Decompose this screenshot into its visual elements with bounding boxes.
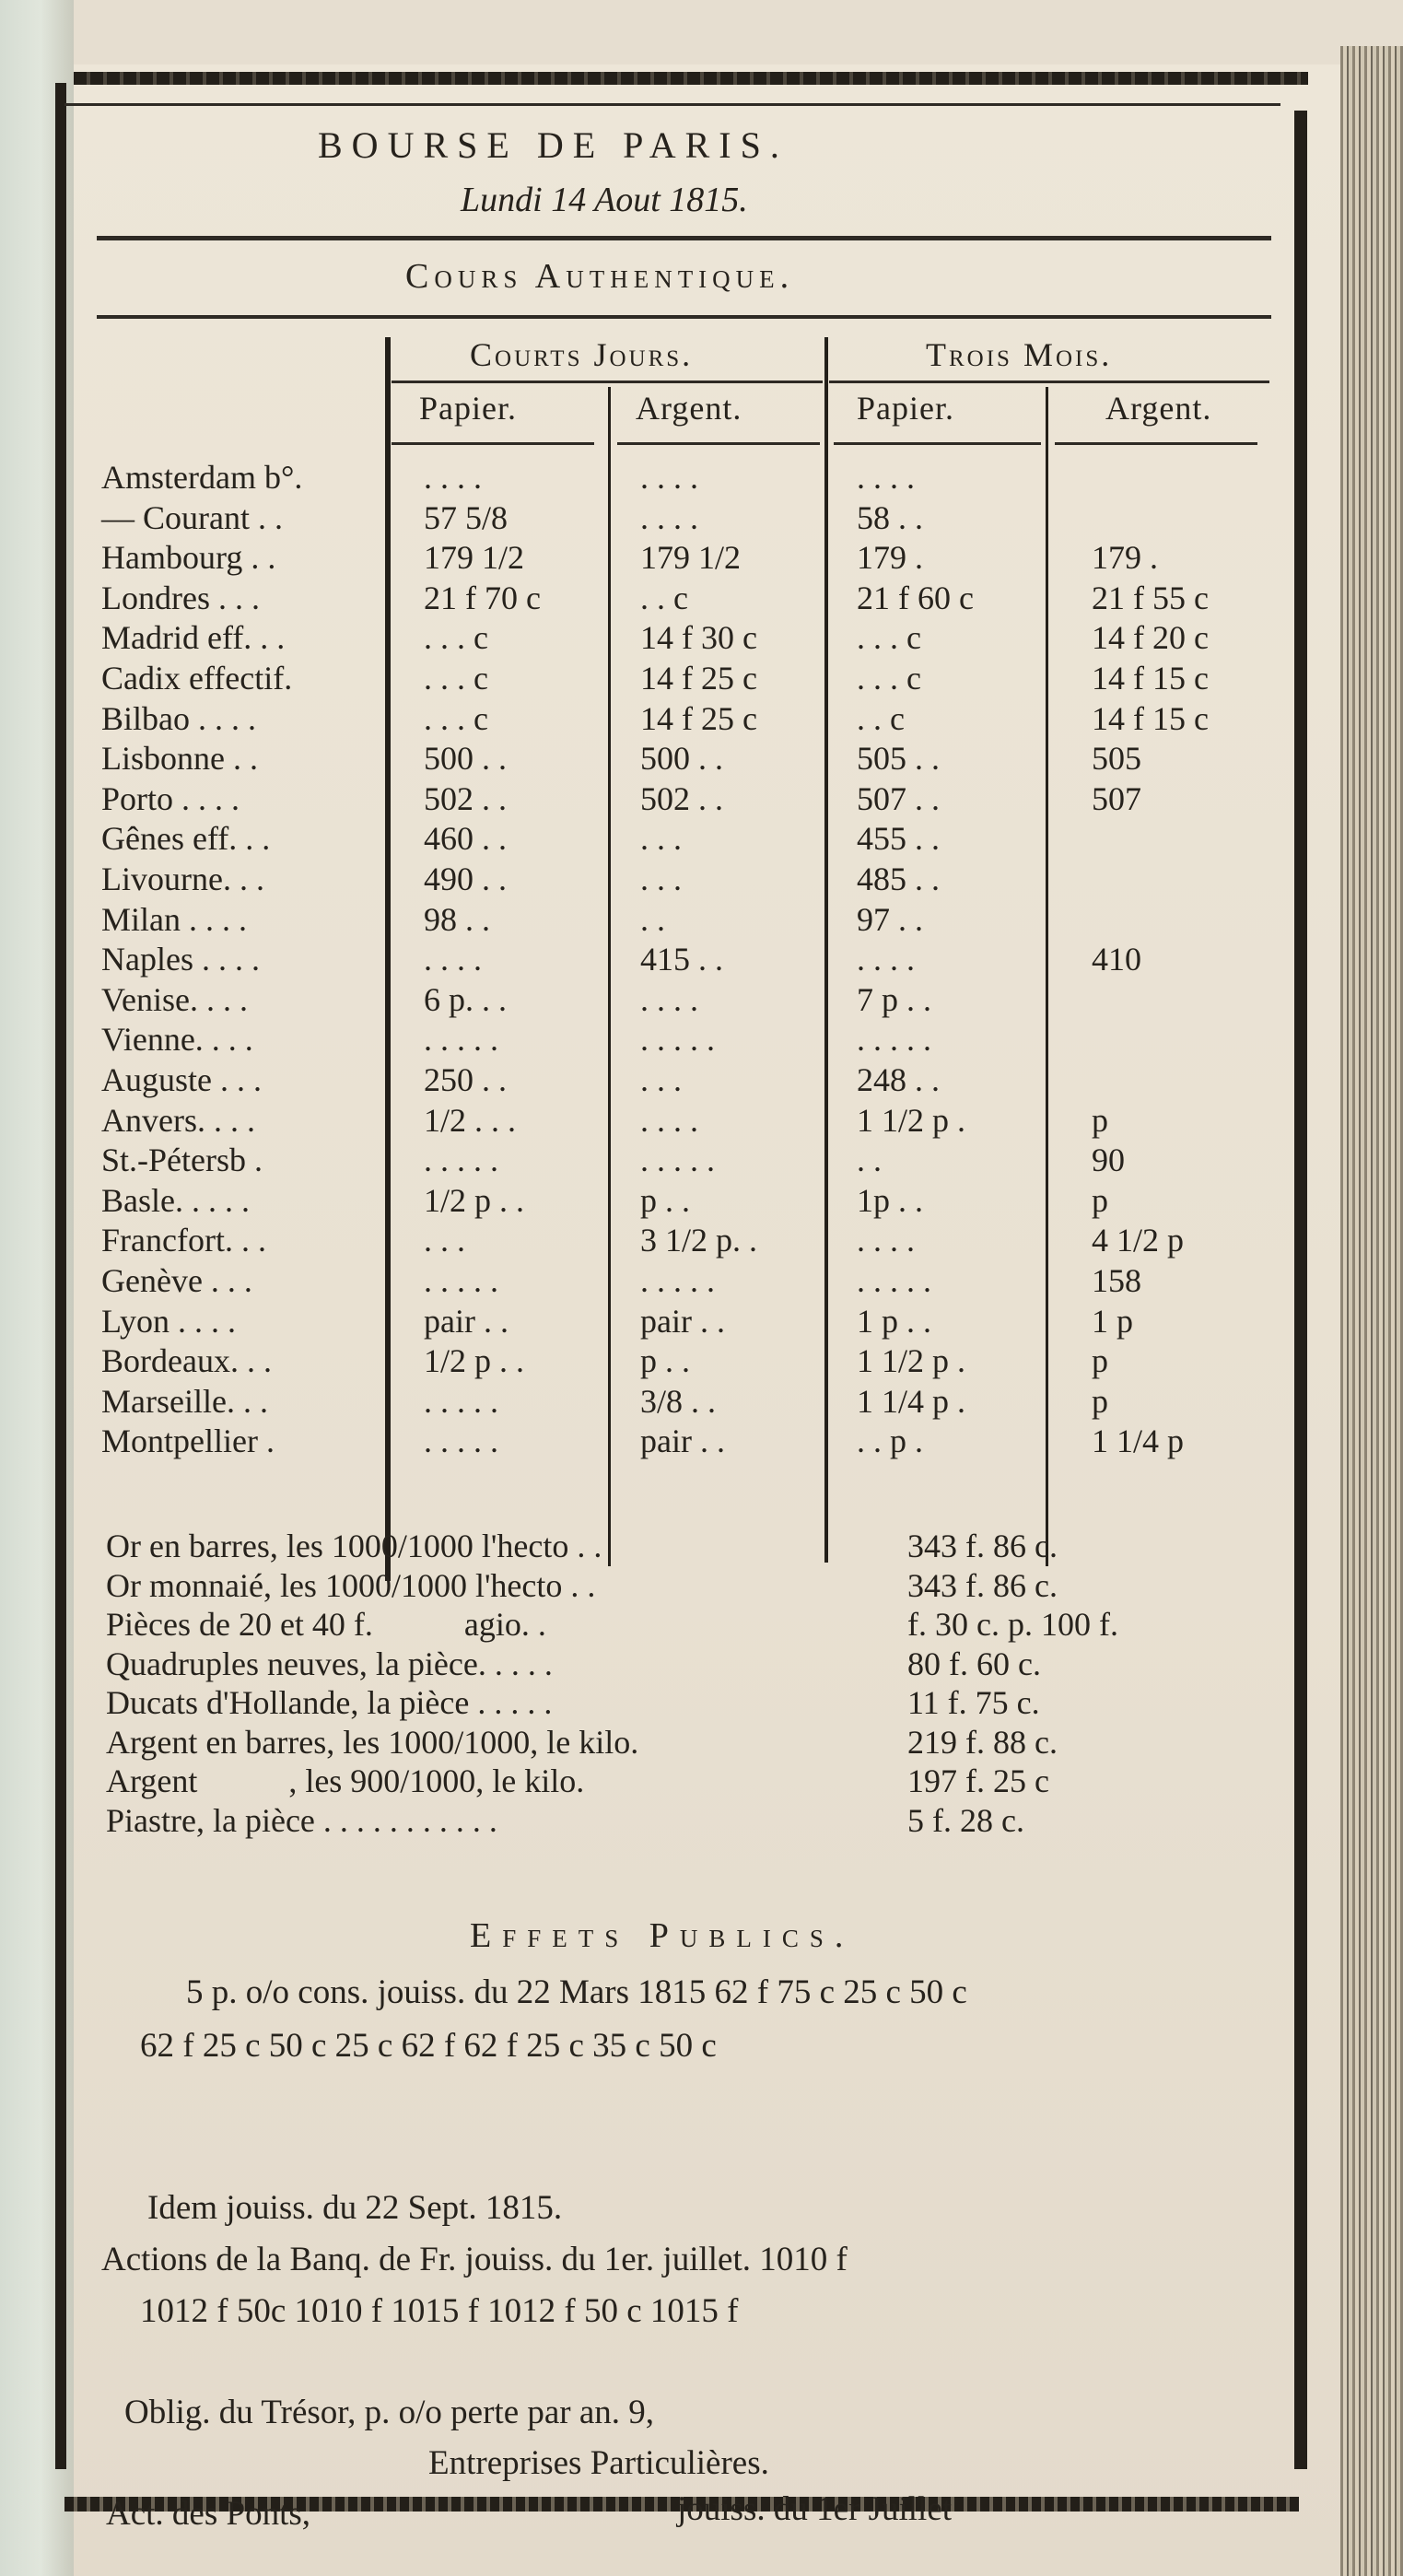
cj-argent-value: 14 f 30 c: [640, 619, 757, 657]
cj-argent-value: . .: [640, 900, 665, 938]
metal-label: Ducats d'Hollande, la pièce . . . . .: [106, 1684, 553, 1721]
effets-line-1: 5 p. o/o cons. jouiss. du 22 Mars 1815 62 f 75 c 25 c 50 c: [186, 1973, 967, 2011]
cj-papier-value: 98 . .: [424, 900, 490, 938]
place-name: Amsterdam b°.: [101, 459, 303, 496]
cj-argent-value: pair . .: [640, 1423, 725, 1460]
tm-papier-value: . . . .: [857, 941, 915, 978]
tm-papier-value: 507 . .: [857, 779, 940, 817]
cj-argent-value: . . .: [640, 1061, 682, 1098]
cj-papier-value: . . . .: [424, 941, 482, 978]
tm-argent-value: p: [1092, 1101, 1108, 1139]
place-name: Montpellier .: [101, 1423, 275, 1460]
table-divider-3: [824, 337, 828, 1563]
tm-argent-value: 90: [1092, 1142, 1125, 1179]
effets-line-3: Idem jouiss. du 22 Sept. 1815.: [147, 2189, 563, 2227]
cj-argent-value: p . .: [640, 1181, 690, 1219]
table-divider-1: [385, 337, 391, 1581]
cj-argent-value: 500 . .: [640, 740, 723, 778]
place-name: Lisbonne . .: [101, 740, 258, 778]
tm-papier-value: 505 . .: [857, 740, 940, 778]
tm-papier-value: . . . . .: [857, 1021, 931, 1059]
subheader-rule-1: [392, 442, 594, 445]
cj-papier-value: 490 . .: [424, 861, 507, 897]
tm-papier-value: . . . . .: [857, 1262, 931, 1299]
metal-value: 5 f. 28 c.: [907, 1801, 1024, 1839]
effets-line-7: Entreprises Particulières.: [428, 2444, 769, 2482]
cj-papier-value: . . . . .: [424, 1262, 498, 1299]
group-rule-2: [829, 381, 1269, 383]
cj-papier-value: 1/2 p . .: [424, 1181, 525, 1219]
cj-argent-value: . . . . .: [640, 1142, 715, 1179]
tm-argent-value: 507: [1092, 779, 1141, 817]
section-heading: Cours Authentique.: [405, 257, 795, 296]
tm-argent-value: 4 1/2 p: [1092, 1222, 1185, 1259]
cj-papier-value: . . . c: [424, 619, 488, 657]
right-border: [1294, 111, 1307, 2469]
cj-papier-value: pair . .: [424, 1302, 509, 1340]
tm-argent-value: 14 f 20 c: [1092, 619, 1209, 657]
tm-argent-value: 1 p: [1092, 1302, 1133, 1340]
metal-label: Pièces de 20 et 40 f. agio. .: [106, 1606, 546, 1643]
tm-papier-value: . . . c: [857, 660, 921, 697]
place-name: — Courant . .: [101, 498, 283, 536]
place-name: Porto . . . .: [101, 779, 240, 817]
header-rule-2: [97, 315, 1271, 319]
header-rule-1: [97, 236, 1271, 240]
column-group-trois-mois: Trois Mois.: [926, 336, 1113, 373]
cj-argent-value: p . .: [640, 1342, 690, 1380]
place-name: Basle. . . . .: [101, 1181, 250, 1219]
top-thin-rule: [64, 103, 1280, 106]
tm-argent-value: 14 f 15 c: [1092, 699, 1209, 737]
place-name: Naples . . . .: [101, 941, 260, 978]
cj-argent-value: . . . . .: [640, 1021, 715, 1059]
tm-papier-value: . . . c: [857, 619, 921, 657]
tm-argent-value: 158: [1092, 1262, 1141, 1299]
cj-papier-value: 57 5/8: [424, 498, 509, 536]
place-name: St.-Pétersb .: [101, 1142, 263, 1179]
tm-papier-value: 7 p . .: [857, 980, 931, 1018]
place-name: Lyon . . . .: [101, 1302, 237, 1340]
subheader-rule-3: [834, 442, 1041, 445]
metal-label: Argent en barres, les 1000/1000, le kilo.: [106, 1723, 639, 1761]
place-name: Anvers. . . .: [101, 1101, 255, 1139]
metal-label: Quadruples neuves, la pièce. . . . .: [106, 1645, 553, 1682]
tm-argent-value: p: [1092, 1181, 1108, 1219]
cj-papier-value: 1/2 p . .: [424, 1342, 525, 1380]
tm-argent-value: 1 1/4 p: [1092, 1423, 1185, 1460]
column-header-argent-2: Argent.: [1105, 390, 1212, 427]
page-date: Lundi 14 Aout 1815.: [461, 181, 748, 219]
cj-papier-value: . . .: [424, 1222, 465, 1259]
cj-argent-value: 14 f 25 c: [640, 699, 757, 737]
place-name: Auguste . . .: [101, 1061, 262, 1098]
page-stack-edge: [1340, 46, 1403, 2576]
cj-argent-value: . . .: [640, 820, 682, 858]
metal-label: Piastre, la pièce . . . . . . . . . . .: [106, 1801, 497, 1839]
place-name: Gênes eff. . .: [101, 820, 271, 858]
place-name: Bordeaux. . .: [101, 1342, 272, 1380]
cj-argent-value: . . . .: [640, 459, 698, 496]
tm-papier-value: 21 f 60 c: [857, 579, 974, 616]
cj-argent-value: . . . .: [640, 498, 698, 536]
cj-papier-value: . . . . .: [424, 1021, 498, 1059]
cj-argent-value: 14 f 25 c: [640, 660, 757, 697]
page-title: BOURSE DE PARIS.: [318, 124, 789, 166]
cj-papier-value: 250 . .: [424, 1061, 507, 1098]
place-name: Hambourg . .: [101, 539, 276, 577]
cj-argent-value: . . . .: [640, 980, 698, 1018]
tm-papier-value: 1 p . .: [857, 1302, 931, 1340]
column-group-courts-jours: Courts Jours.: [470, 336, 694, 373]
cj-argent-value: . . . . .: [640, 1262, 715, 1299]
effets-line-2: 62 f 25 c 50 c 25 c 62 f 62 f 25 c 35 c 50 c: [140, 2027, 717, 2065]
place-name: Londres . . .: [101, 579, 260, 616]
column-header-argent-1: Argent.: [636, 390, 742, 427]
place-name: Bilbao . . . .: [101, 699, 256, 737]
tm-argent-value: p: [1092, 1342, 1108, 1380]
cj-argent-value: 415 . .: [640, 941, 723, 978]
tm-argent-value: 14 f 15 c: [1092, 660, 1209, 697]
tm-papier-value: 58 . .: [857, 498, 923, 536]
cj-papier-value: . . . .: [424, 459, 482, 496]
place-name: Livourne. . .: [101, 861, 264, 897]
effets-line-4: Actions de la Banq. de Fr. jouiss. du 1er. juillet. 1010 f: [101, 2241, 848, 2278]
effets-line-6: Oblig. du Trésor, p. o/o perte par an. 9,: [124, 2394, 655, 2431]
tm-papier-value: 485 . .: [857, 861, 940, 897]
cj-papier-value: 179 1/2: [424, 539, 525, 577]
top-border: [74, 72, 1308, 85]
newspaper-page: [74, 64, 1340, 2576]
cj-argent-value: . . . .: [640, 1101, 698, 1139]
tm-papier-value: 455 . .: [857, 820, 940, 858]
metal-value: 11 f. 75 c.: [907, 1684, 1040, 1721]
cj-papier-value: . . . . .: [424, 1423, 498, 1460]
left-border: [55, 83, 66, 2469]
cj-argent-value: 3/8 . .: [640, 1382, 717, 1420]
place-name: Venise. . . .: [101, 980, 248, 1018]
tm-papier-value: . . c: [857, 699, 905, 737]
column-header-papier-1: Papier.: [419, 390, 517, 427]
tm-papier-value: 179 .: [857, 539, 923, 577]
place-name: Marseille. . .: [101, 1382, 268, 1420]
metal-value: 197 f. 25 c: [907, 1762, 1049, 1799]
place-name: Francfort. . .: [101, 1222, 266, 1259]
tm-papier-value: . . . .: [857, 459, 915, 496]
effets-line-5: 1012 f 50c 1010 f 1015 f 1012 f 50 c 1015 f: [140, 2292, 739, 2330]
table-divider-2: [608, 387, 611, 1566]
cj-papier-value: . . . c: [424, 660, 488, 697]
cj-papier-value: 500 . .: [424, 740, 507, 778]
cj-papier-value: 1/2 . . .: [424, 1101, 517, 1139]
cj-papier-value: 502 . .: [424, 779, 507, 817]
cj-argent-value: 179 1/2: [640, 539, 742, 577]
tm-papier-value: 97 . .: [857, 900, 923, 938]
tm-papier-value: 1 1/2 p .: [857, 1101, 966, 1139]
cj-papier-value: . . . c: [424, 699, 488, 737]
metal-value: 343 f. 86 c.: [907, 1566, 1058, 1604]
cj-argent-value: . . .: [640, 861, 682, 897]
place-name: Milan . . . .: [101, 900, 247, 938]
cj-papier-value: 460 . .: [424, 820, 507, 858]
cj-papier-value: . . . . .: [424, 1382, 498, 1420]
tm-papier-value: . . p .: [857, 1423, 923, 1460]
place-name: Genève . . .: [101, 1262, 252, 1299]
metal-value: 219 f. 88 c.: [907, 1723, 1058, 1761]
tm-argent-value: 505: [1092, 740, 1141, 778]
tm-argent-value: 410: [1092, 941, 1141, 978]
effets-line-8b: jouiss. du 1er Juillet: [677, 2490, 953, 2528]
metal-value: 343 f. 86 c.: [907, 1528, 1058, 1564]
subheader-rule-4: [1055, 442, 1257, 445]
tm-papier-value: 1 1/4 p .: [857, 1382, 966, 1420]
cj-papier-value: . . . . .: [424, 1142, 498, 1179]
group-rule-1: [392, 381, 823, 383]
place-name: Vienne. . . .: [101, 1021, 253, 1059]
cj-argent-value: 3 1/2 p. .: [640, 1222, 758, 1259]
effets-line-8a: Act. des Ponts,: [106, 2495, 310, 2533]
metal-value: 80 f. 60 c.: [907, 1645, 1041, 1682]
tm-papier-value: 1 1/2 p .: [857, 1342, 966, 1380]
metal-label: Argent , les 900/1000, le kilo.: [106, 1762, 585, 1799]
column-header-papier-2: Papier.: [857, 390, 954, 427]
tm-argent-value: p: [1092, 1382, 1108, 1420]
subheader-rule-2: [617, 442, 820, 445]
effets-heading: Effets Publics.: [470, 1916, 855, 1955]
tm-papier-value: 1p . .: [857, 1181, 923, 1219]
cj-papier-value: 21 f 70 c: [424, 579, 541, 616]
metal-value: f. 30 c. p. 100 f.: [907, 1606, 1118, 1643]
tm-argent-value: 21 f 55 c: [1092, 579, 1209, 616]
metal-label: Or en barres, les 1000/1000 l'hecto . .: [106, 1528, 602, 1564]
cj-argent-value: 502 . .: [640, 779, 723, 817]
tm-papier-value: . . . .: [857, 1222, 915, 1259]
cj-argent-value: . . c: [640, 579, 688, 616]
place-name: Madrid eff. . .: [101, 619, 286, 657]
cj-papier-value: 6 p. . .: [424, 980, 507, 1018]
tm-papier-value: 248 . .: [857, 1061, 940, 1098]
cj-argent-value: pair . .: [640, 1302, 725, 1340]
metal-label: Or monnaié, les 1000/1000 l'hecto . .: [106, 1566, 596, 1604]
tm-papier-value: . .: [857, 1142, 882, 1179]
place-name: Cadix effectif.: [101, 660, 293, 697]
tm-argent-value: 179 .: [1092, 539, 1158, 577]
table-divider-4: [1046, 387, 1048, 1566]
